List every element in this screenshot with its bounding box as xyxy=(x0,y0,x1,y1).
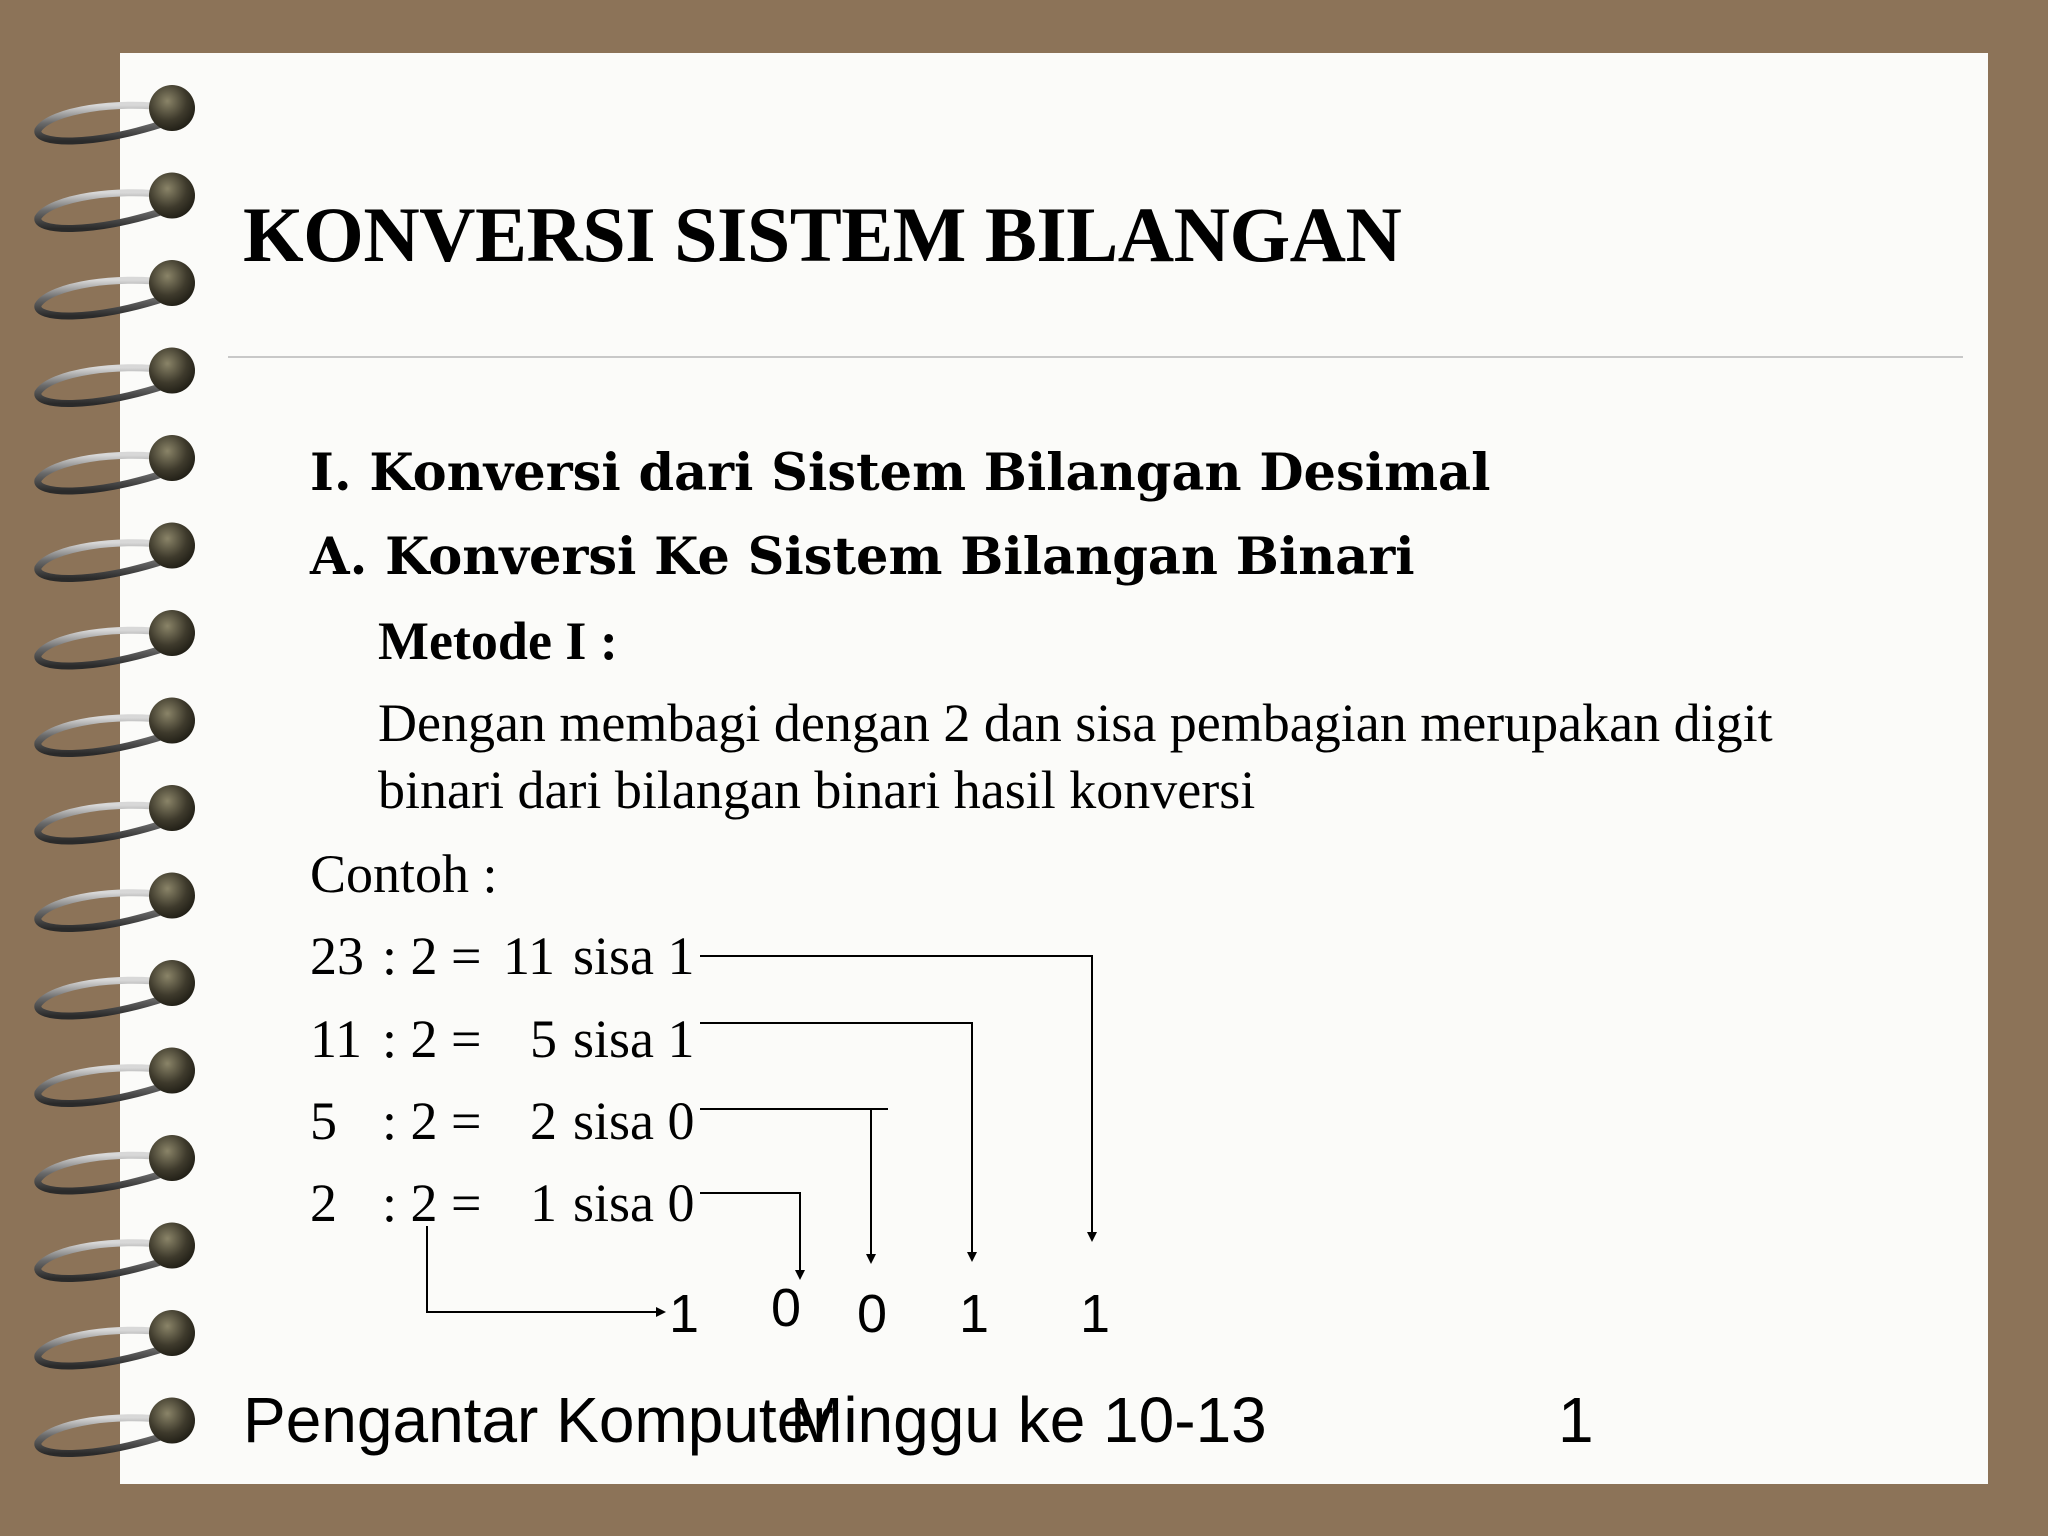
step-quotient: 1 xyxy=(530,1173,557,1233)
step-remainder: sisa 0 xyxy=(573,1173,695,1233)
step-dividend: 5 xyxy=(310,1091,337,1151)
section-heading: I. Konversi dari Sistem Bilangan Desimal xyxy=(310,443,1491,503)
arrow-remainder-2 xyxy=(700,1023,972,1260)
step-dividend: 23 xyxy=(310,926,364,986)
arrow-remainder-4 xyxy=(700,1193,800,1278)
result-digit: 1 xyxy=(959,1284,990,1344)
step-dividend: 2 xyxy=(310,1173,337,1233)
result-digit: 0 xyxy=(771,1278,802,1338)
step-remainder: sisa 0 xyxy=(573,1091,695,1151)
step-operator: : 2 = xyxy=(382,1173,482,1233)
step-operator: : 2 = xyxy=(382,1091,482,1151)
step-remainder: sisa 1 xyxy=(573,926,695,986)
result-digit: 0 xyxy=(857,1284,888,1344)
method-description-line-1: Dengan membagi dengan 2 dan sisa pembagian merupakan digit xyxy=(378,693,1773,753)
arrow-remainder-1 xyxy=(700,956,1092,1240)
example-label: Contoh : xyxy=(310,844,498,904)
step-quotient: 5 xyxy=(530,1009,557,1069)
step-operator: : 2 = xyxy=(382,926,482,986)
step-dividend: 11 xyxy=(310,1009,362,1069)
footer-course: Pengantar Komputer xyxy=(243,1384,834,1456)
step-remainder: sisa 1 xyxy=(573,1009,695,1069)
result-digit: 1 xyxy=(1080,1284,1111,1344)
arrow-last-quotient xyxy=(427,1226,664,1312)
footer-page-number: 1 xyxy=(1558,1384,1594,1456)
result-digit: 1 xyxy=(669,1284,700,1344)
step-operator: : 2 = xyxy=(382,1009,482,1069)
subsection-heading: A. Konversi Ke Sistem Bilangan Binari xyxy=(310,527,1415,587)
step-quotient: 2 xyxy=(530,1091,557,1151)
step-quotient: 11 xyxy=(503,926,555,986)
slide-title: KONVERSI SISTEM BILANGAN xyxy=(243,191,1402,278)
method-label: Metode I : xyxy=(378,611,618,671)
method-description-line-2: binari dari bilangan binari hasil konversi xyxy=(378,760,1256,820)
footer-week: Minggu ke 10-13 xyxy=(790,1384,1267,1456)
